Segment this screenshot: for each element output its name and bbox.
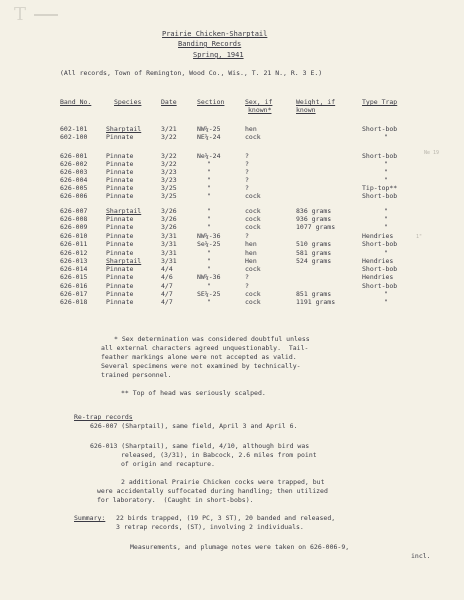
header-sex-known: known* [248, 106, 272, 114]
additional-note-line: 2 additional Prairie Chicken cocks were trapped, but [121, 478, 325, 486]
cell-band-no: 626-009 [60, 223, 88, 231]
table-row [0, 160, 464, 168]
cell-band-no: 626-016 [60, 282, 88, 290]
retrap-line-2: 626-013 (Sharptail), same field, 4/10, although bird was [90, 442, 310, 450]
cell-weight: 851 grams [296, 290, 332, 298]
table-row [0, 240, 464, 248]
cell-date: 3/31 [161, 249, 177, 257]
cell-type-trap: Short-bob [362, 240, 398, 248]
cell-date: 3/22 [161, 152, 177, 160]
cell-band-no: 626-008 [60, 215, 88, 223]
cell-type-trap: " [384, 223, 388, 231]
cell-sex: hen [245, 240, 257, 248]
cell-section: Se¼-25 [197, 240, 221, 248]
header-species: Species [114, 98, 142, 106]
cell-section: " [207, 215, 211, 223]
cell-date: 3/26 [161, 207, 177, 215]
table-row [0, 207, 464, 215]
cell-type-trap: Short-bob [362, 152, 398, 160]
cell-weight: 936 grams [296, 215, 332, 223]
cell-section: NE¼-24 [197, 133, 221, 141]
table-row [0, 192, 464, 200]
table-row [0, 249, 464, 257]
cell-type-trap: " [384, 290, 388, 298]
table-row [0, 125, 464, 133]
cell-section: " [207, 168, 211, 176]
cell-weight: 581 grams [296, 249, 332, 257]
table-row [0, 215, 464, 223]
cell-band-no: 626-002 [60, 160, 88, 168]
cell-species: Pinnate [106, 192, 134, 200]
cell-band-no: 626-017 [60, 290, 88, 298]
table-row [0, 168, 464, 176]
cell-type-trap: Short-bob [362, 265, 398, 273]
title-line-1: Prairie Chicken-Sharptail [162, 30, 268, 38]
cell-species: Sharptail [106, 125, 142, 133]
table-row [0, 223, 464, 231]
cell-date: 3/26 [161, 223, 177, 231]
cell-band-no: 626-012 [60, 249, 88, 257]
margin-note-1: Ne 19 [424, 150, 440, 156]
cell-section: " [207, 192, 211, 200]
cell-sex: Hen [245, 257, 257, 265]
cell-date: 4/7 [161, 282, 173, 290]
margin-note-2: 1" [416, 234, 423, 240]
cell-section: " [207, 257, 211, 265]
cell-section: NW¼-25 [197, 125, 221, 133]
retrap-heading: Re-trap records [74, 413, 133, 421]
cell-sex: hen [245, 125, 257, 133]
header-band-no: Band No. [60, 98, 92, 106]
footnote-scalped: ** Top of head was seriously scalped. [121, 389, 266, 397]
cell-type-trap: Tip-top** [362, 184, 398, 192]
cell-sex: cock [245, 192, 261, 200]
header-section: Section [197, 98, 225, 106]
cell-date: 4/4 [161, 265, 173, 273]
cell-species: Pinnate [106, 223, 134, 231]
cell-band-no: 626-006 [60, 192, 88, 200]
footnote1-line: Several specimens were not examined by technically- [101, 362, 301, 370]
cell-section: " [207, 298, 211, 306]
cell-species: Sharptail [106, 257, 142, 265]
title-line-2: Banding Records [178, 40, 242, 48]
cell-species: Pinnate [106, 215, 134, 223]
cell-date: 3/21 [161, 125, 177, 133]
cell-type-trap: " [384, 215, 388, 223]
cell-sex: hen [245, 249, 257, 257]
table-row [0, 298, 464, 306]
cell-species: Pinnate [106, 160, 134, 168]
table-row [0, 273, 464, 281]
cell-band-no: 626-003 [60, 168, 88, 176]
cell-species: Pinnate [106, 152, 134, 160]
footnote1-line: all external characters agreed unquestionably. Tail- [101, 344, 309, 352]
cell-species: Pinnate [106, 176, 134, 184]
cell-band-no: 626-018 [60, 298, 88, 306]
header-weight-known: known [296, 106, 316, 114]
cell-band-no: 626-013 [60, 257, 88, 265]
table-row [0, 265, 464, 273]
cell-section: " [207, 207, 211, 215]
cell-weight: 510 grams [296, 240, 332, 248]
cell-sex: cock [245, 223, 261, 231]
cell-date: 3/22 [161, 133, 177, 141]
cell-species: Sharptail [106, 207, 142, 215]
summary-line-1: 22 birds trapped, (19 PC, 3 ST), 20 banded and released, [116, 514, 336, 522]
table-row [0, 176, 464, 184]
retrap-line-4: of origin and recapture. [121, 460, 215, 468]
cell-species: Pinnate [106, 249, 134, 257]
cell-type-trap: Hendries [362, 232, 394, 240]
table-row [0, 232, 464, 240]
additional-note-line: were accidentally suffocated during handling; then utilized [97, 487, 328, 495]
cell-species: Pinnate [106, 273, 134, 281]
cell-band-no: 626-004 [60, 176, 88, 184]
cell-sex: cock [245, 215, 261, 223]
footnote1-line: * Sex determination was considered doubtful unless [114, 335, 310, 343]
cell-band-no: 626-007 [60, 207, 88, 215]
table-row [0, 257, 464, 265]
cell-date: 4/6 [161, 273, 173, 281]
cell-band-no: 626-011 [60, 240, 88, 248]
cell-date: 3/31 [161, 257, 177, 265]
cell-species: Pinnate [106, 133, 134, 141]
header-date: Date [161, 98, 177, 106]
cell-band-no: 602-100 [60, 133, 88, 141]
cell-section: Ne¼-24 [197, 152, 221, 160]
cell-date: 3/25 [161, 192, 177, 200]
cell-type-trap: " [384, 133, 388, 141]
cell-band-no: 626-014 [60, 265, 88, 273]
cell-type-trap: " [384, 168, 388, 176]
cell-date: 3/26 [161, 215, 177, 223]
cell-band-no: 626-015 [60, 273, 88, 281]
header-type-trap: Type Trap [362, 98, 398, 106]
cell-section: " [207, 249, 211, 257]
cell-section: NW¼-36 [197, 273, 221, 281]
cell-type-trap: " [384, 176, 388, 184]
retrap-line-3: released, (3/31), in Babcock, 2.6 miles from point [121, 451, 317, 459]
cell-species: Pinnate [106, 168, 134, 176]
cell-section: " [207, 176, 211, 184]
cell-date: 4/7 [161, 290, 173, 298]
cell-type-trap: Short-bob [362, 125, 398, 133]
cell-weight: 1077 grams [296, 223, 336, 231]
cell-sex: ? [245, 168, 249, 176]
header-weight: Weight, if [296, 98, 336, 106]
cell-section: " [207, 265, 211, 273]
corner-ink-mark: T [14, 4, 27, 25]
cell-sex: cock [245, 265, 261, 273]
cell-band-no: 602-101 [60, 125, 88, 133]
cell-sex: cock [245, 133, 261, 141]
table-row [0, 133, 464, 141]
additional-note-line: for laboratory. (Caught in short-bobs). [97, 496, 254, 504]
cell-sex: ? [245, 152, 249, 160]
cell-type-trap: Hendries [362, 273, 394, 281]
cell-species: Pinnate [106, 184, 134, 192]
cell-sex: cock [245, 207, 261, 215]
cell-type-trap: Short-bob [362, 192, 398, 200]
cell-type-trap: Hendries [362, 257, 394, 265]
measurements-note-line-1: Measurements, and plumage notes were taken on 626-006-9, [130, 543, 350, 551]
cell-date: 3/23 [161, 176, 177, 184]
cell-sex: ? [245, 184, 249, 192]
cell-date: 3/22 [161, 160, 177, 168]
table-row [0, 282, 464, 290]
cell-type-trap: " [384, 207, 388, 215]
retrap-line-1: 626-007 (Sharptail), same field, April 3 and April 6. [90, 422, 298, 430]
cell-weight: 524 grams [296, 257, 332, 265]
table-row [0, 152, 464, 160]
table-row [0, 290, 464, 298]
cell-species: Pinnate [106, 240, 134, 248]
cell-species: Pinnate [106, 298, 134, 306]
cell-section: " [207, 184, 211, 192]
cell-section: " [207, 160, 211, 168]
summary-label: Summary: [74, 514, 106, 522]
cell-sex: ? [245, 176, 249, 184]
cell-band-no: 626-001 [60, 152, 88, 160]
measurements-note-line-2: incl. [411, 552, 431, 560]
cell-sex: ? [245, 273, 249, 281]
cell-band-no: 626-010 [60, 232, 88, 240]
cell-section: NW¼-36 [197, 232, 221, 240]
cell-sex: ? [245, 232, 249, 240]
corner-smudge [34, 14, 58, 16]
cell-sex: cock [245, 298, 261, 306]
cell-species: Pinnate [106, 265, 134, 273]
cell-sex: ? [245, 282, 249, 290]
summary-line-2: 3 retrap records, (ST), involving 2 individuals. [116, 523, 304, 531]
cell-type-trap: Short-bob [362, 282, 398, 290]
cell-date: 3/23 [161, 168, 177, 176]
cell-weight: 1191 grams [296, 298, 336, 306]
cell-type-trap: " [384, 298, 388, 306]
footnote1-line: trained personnel. [101, 371, 172, 379]
cell-date: 3/31 [161, 240, 177, 248]
cell-weight: 836 grams [296, 207, 332, 215]
cell-section: SE¼-25 [197, 290, 221, 298]
title-line-3: Spring, 1941 [193, 51, 244, 59]
table-row [0, 184, 464, 192]
cell-band-no: 626-005 [60, 184, 88, 192]
cell-sex: ? [245, 160, 249, 168]
cell-section: " [207, 223, 211, 231]
cell-species: Pinnate [106, 232, 134, 240]
cell-type-trap: " [384, 160, 388, 168]
cell-type-trap: " [384, 249, 388, 257]
cell-date: 3/31 [161, 232, 177, 240]
cell-date: 4/7 [161, 298, 173, 306]
location-note: (All records, Town of Remington, Wood Co., Wis., T. 21 N., R. 3 E.) [60, 69, 323, 77]
cell-sex: cock [245, 290, 261, 298]
header-sex: Sex, if [245, 98, 273, 106]
footnote1-line: feather markings alone were not accepted as valid. [101, 353, 297, 361]
cell-species: Pinnate [106, 282, 134, 290]
cell-species: Pinnate [106, 290, 134, 298]
cell-date: 3/25 [161, 184, 177, 192]
cell-section: " [207, 282, 211, 290]
